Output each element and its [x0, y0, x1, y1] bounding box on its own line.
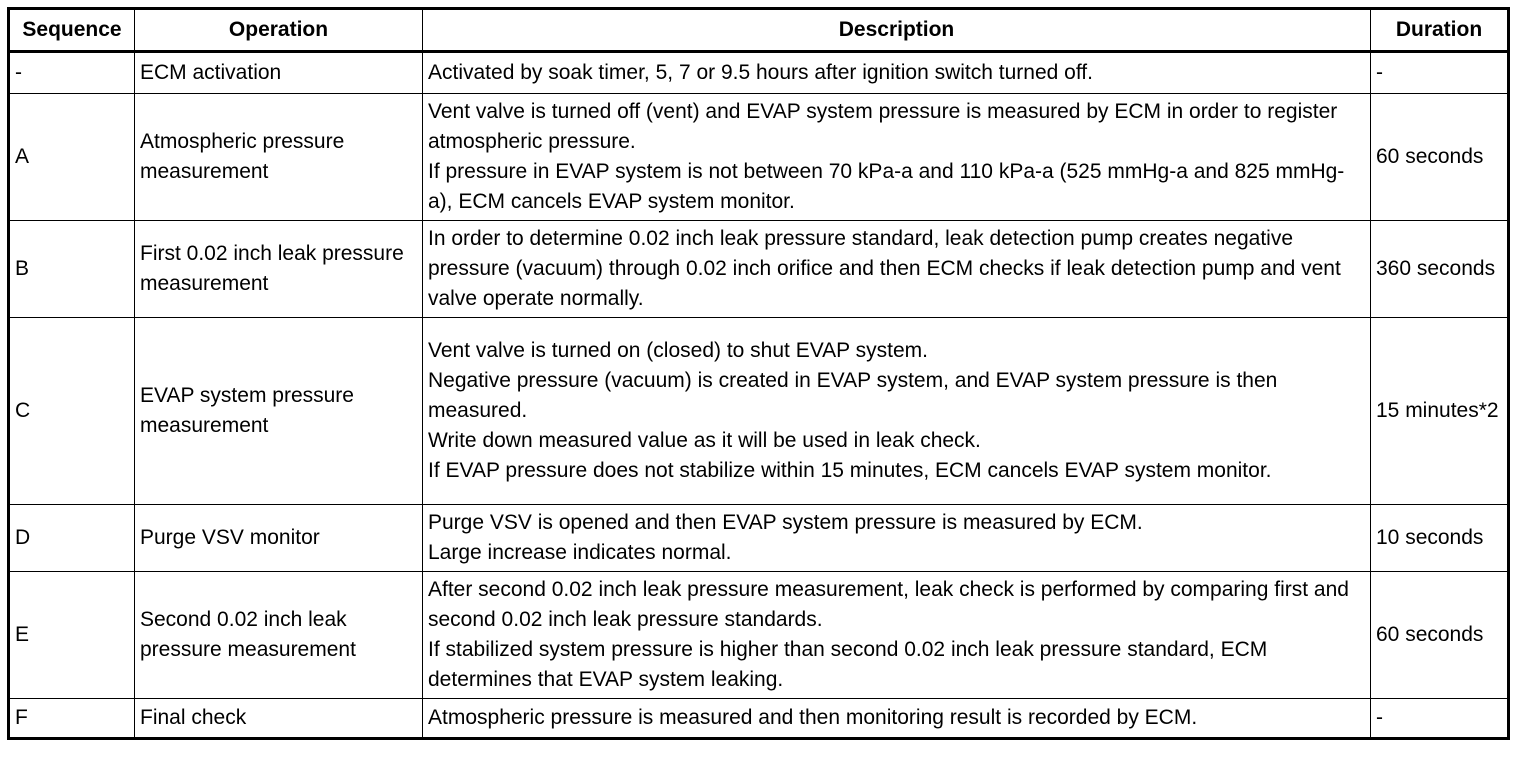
table-row [9, 94, 1509, 221]
header-description: Description [423, 9, 1371, 52]
duration-cell: 15 minutes*2 [1371, 318, 1509, 505]
operation-cell: EVAP system pressure measurement [135, 318, 423, 505]
operation-cell: Purge VSV monitor [135, 505, 423, 572]
duration-cell: - [1371, 52, 1509, 94]
description-cell [423, 572, 1371, 699]
duration-cell: 60 seconds [1371, 94, 1509, 221]
table-header-row [9, 9, 1509, 52]
sequence-cell: B [9, 221, 135, 318]
operation-cell: ECM activation [135, 52, 423, 94]
description-line: Atmospheric pressure is measured and then monitoring result is recorded by ECM. [428, 706, 1198, 729]
description-cell [423, 699, 1371, 739]
description-cell [423, 52, 1371, 94]
header-duration: Duration [1371, 9, 1509, 52]
description-line: If EVAP pressure does not stabilize within 15 minutes, ECM cancels EVAP system monitor. [428, 459, 1272, 482]
description-line: Vent valve is turned off (vent) and EVAP system pressure is measured by ECM in order to register atmospheric pressure. [428, 100, 1338, 153]
duration-cell: 10 seconds [1371, 505, 1509, 572]
description-line: In order to determine 0.02 inch leak pressure standard, leak detection pump creates negative pressure (vacuum) through 0.02 inch orifice and then ECM checks if leak detection pump and vent valve operate normally. [428, 227, 1341, 310]
sequence-cell: A [9, 94, 135, 221]
description-line: Purge VSV is opened and then EVAP system pressure is measured by ECM. [428, 511, 1143, 534]
description-cell [423, 221, 1371, 318]
sequence-cell: E [9, 572, 135, 699]
header-operation: Operation [135, 9, 423, 52]
description-line: Vent valve is turned on (closed) to shut EVAP system. [428, 339, 928, 362]
description-cell [423, 505, 1371, 572]
duration-cell: 360 seconds [1371, 221, 1509, 318]
operation-cell: Final check [135, 699, 423, 739]
description-line: If stabilized system pressure is higher than second 0.02 inch leak pressure standard, ECM determines that EVAP system leaking. [428, 638, 1268, 691]
operation-cell: First 0.02 inch leak pressure measurement [135, 221, 423, 318]
operation-cell: Second 0.02 inch leak pressure measurement [135, 572, 423, 699]
description-cell [423, 318, 1371, 505]
description-line: Activated by soak timer, 5, 7 or 9.5 hours after ignition switch turned off. [428, 61, 1093, 84]
description-line: If pressure in EVAP system is not between 70 kPa-a and 110 kPa-a (525 mmHg-a and 825 mmHg-a), ECM cancels EVAP system monitor. [428, 160, 1345, 213]
table-row [9, 52, 1509, 94]
sequence-cell: D [9, 505, 135, 572]
evap-monitor-sequence-table [7, 7, 1510, 740]
sequence-cell: C [9, 318, 135, 505]
description-line: Large increase indicates normal. [428, 541, 732, 564]
description-line: After second 0.02 inch leak pressure measurement, leak check is performed by comparing first and second 0.02 inch leak pressure standards. [428, 578, 1349, 631]
duration-cell: 60 seconds [1371, 572, 1509, 699]
description-cell [423, 94, 1371, 221]
duration-cell: - [1371, 699, 1509, 739]
description-line: Write down measured value as it will be used in leak check. [428, 429, 981, 452]
table-row [9, 572, 1509, 699]
description-line: Negative pressure (vacuum) is created in EVAP system, and EVAP system pressure is then measured. [428, 369, 1278, 422]
header-sequence: Sequence [9, 9, 135, 52]
sequence-cell: F [9, 699, 135, 739]
sequence-cell: - [9, 52, 135, 94]
table-row [9, 221, 1509, 318]
table-row [9, 318, 1509, 505]
operation-cell: Atmospheric pressure measurement [135, 94, 423, 221]
table-row [9, 505, 1509, 572]
table-row [9, 699, 1509, 739]
